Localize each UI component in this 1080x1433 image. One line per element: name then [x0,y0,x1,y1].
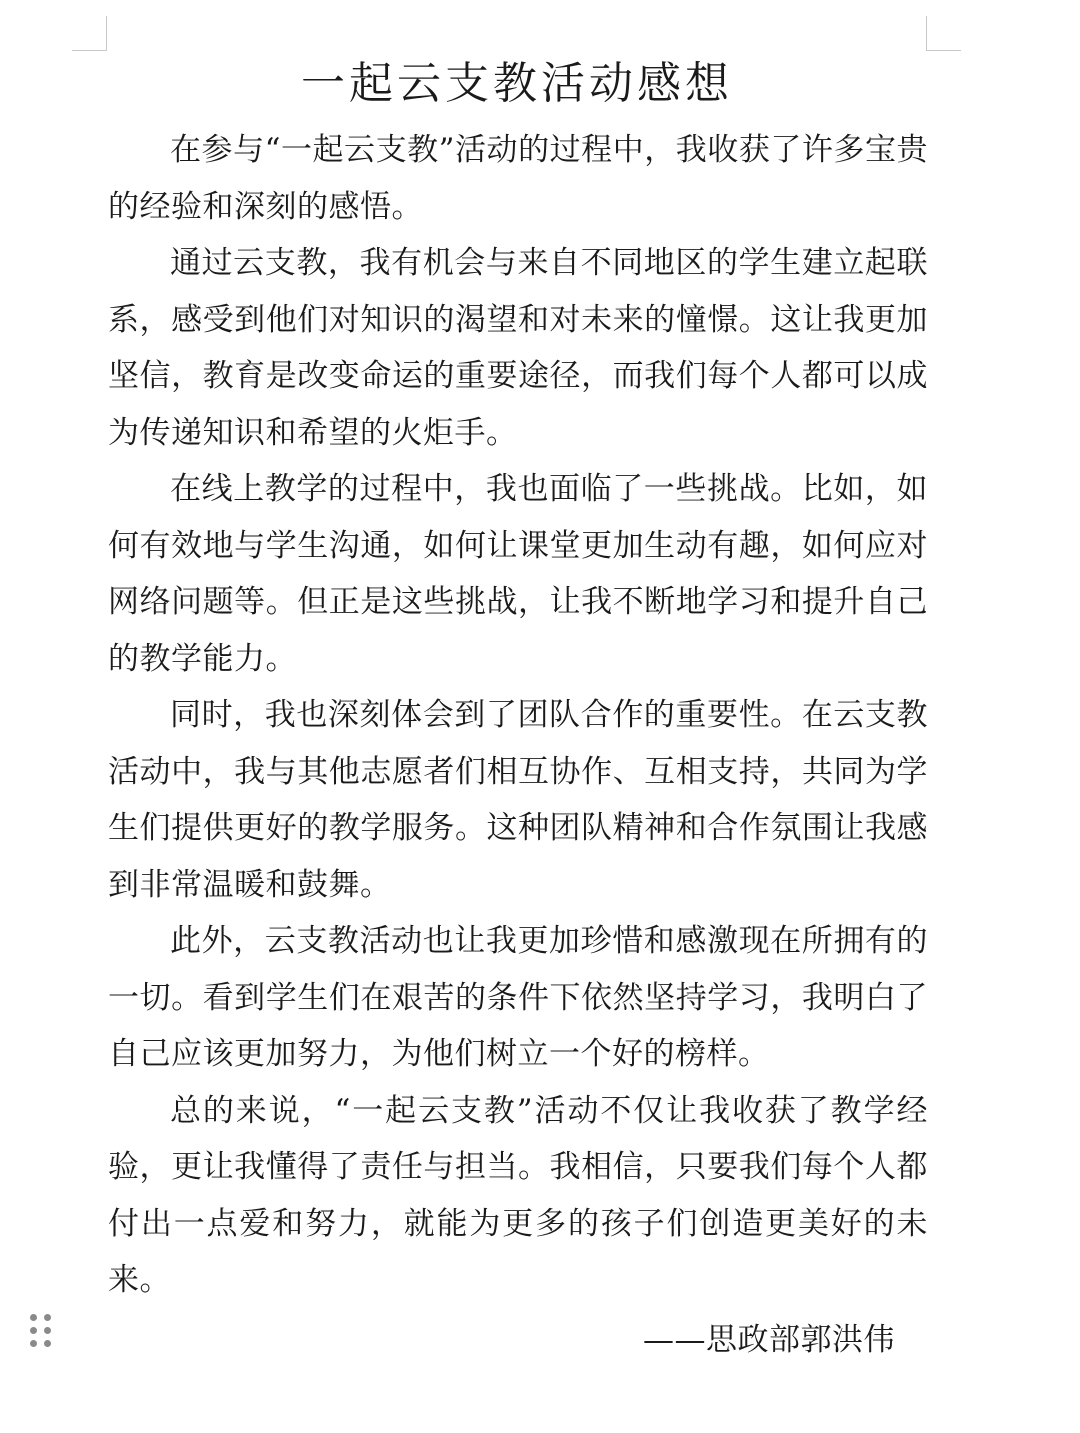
drag-dot [30,1314,37,1321]
drag-dot [44,1314,51,1321]
page-corner-mark-top-right [926,16,961,51]
paragraph-6: 总的来说，“一起云支教”活动不仅让我收获了教学经验，更让我懂得了责任与担当。我相信，只要我们每个人都付出一点爱和努力，就能为更多的孩子们创造更美好的未来。 [108,1092,928,1298]
page-corner-mark-top-left [72,16,107,51]
drag-dot [30,1340,37,1347]
document-body [108,122,928,1309]
drag-dot [44,1327,51,1334]
author-signature: ——思政部郭洪伟 [643,1322,895,1358]
paragraph-4: 同时，我也深刻体会到了团队合作的重要性。在云支教活动中，我与其他志愿者们相互协作、互相支持，共同为学生们提供更好的教学服务。这种团队精神和合作氛围让我感到非常温暖和鼓舞。 [108,697,928,903]
drag-handle-icon[interactable] [30,1314,54,1352]
paragraph-3: 在线上教学的过程中，我也面临了一些挑战。比如，如何有效地与学生沟通，如何让课堂更加生动有趣，如何应对网络问题等。但正是这些挑战，让我不断地学习和提升自己的教学能力。 [108,471,928,677]
paragraph-1: 在参与“一起云支教”活动的过程中，我收获了许多宝贵的经验和深刻的感悟。 [108,132,928,225]
paragraph-2: 通过云支教，我有机会与来自不同地区的学生建立起联系，感受到他们对知识的渴望和对未来的憧憬。这让我更加坚信，教育是改变命运的重要途径，而我们每个人都可以成为传递知识和希望的火炬手。 [108,245,928,451]
drag-dot [44,1340,51,1347]
document-title: 一起云支教活动感想 [301,58,733,109]
paragraph-5: 此外，云支教活动也让我更加珍惜和感激现在所拥有的一切。看到学生们在艰苦的条件下依然坚持学习，我明白了自己应该更加努力，为他们树立一个好的榜样。 [108,923,928,1072]
drag-dot [30,1327,37,1334]
